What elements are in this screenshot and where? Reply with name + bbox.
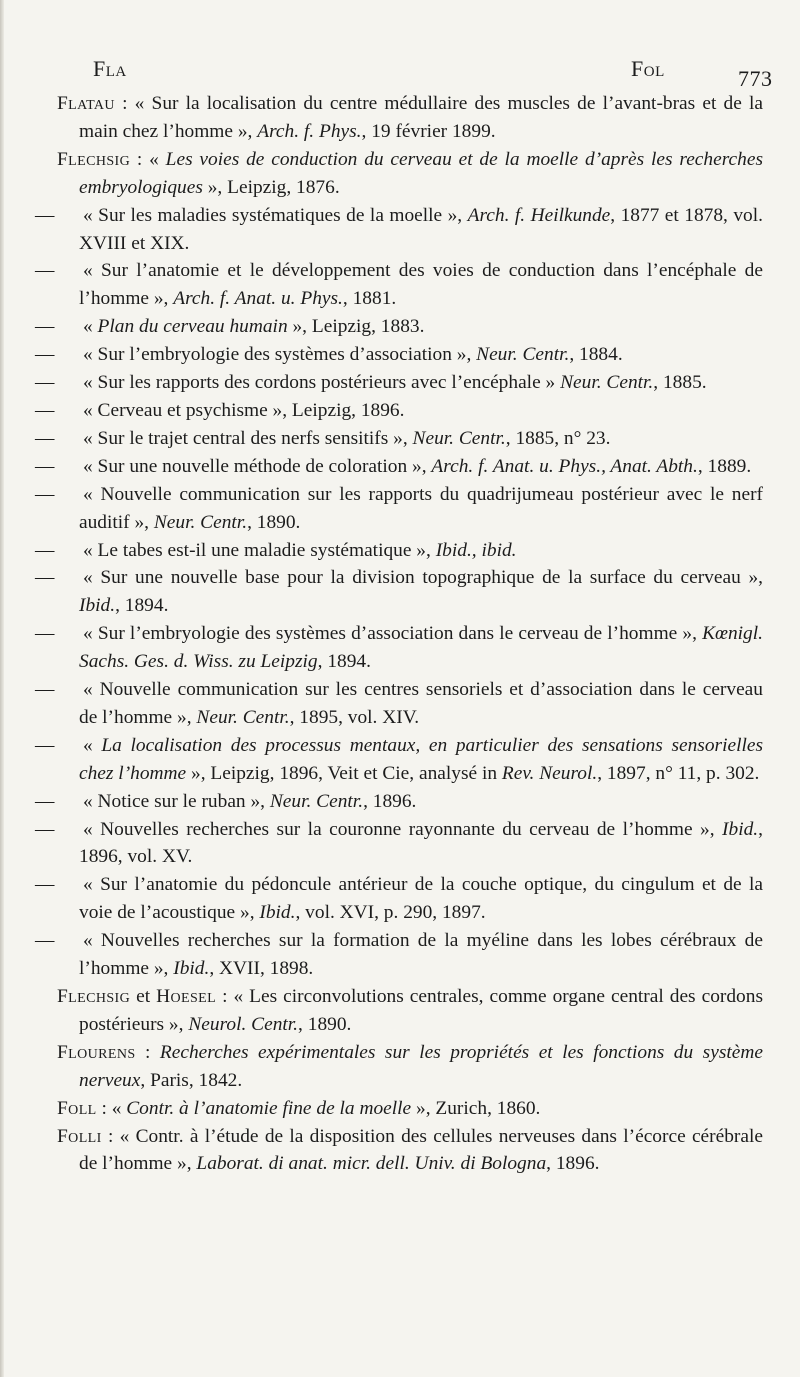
citation-details: , 1877 et 1878, vol. XVIII et XIX.: [79, 204, 763, 254]
bibliography-entry: [57, 1039, 763, 1095]
citation-details: , 19 février 1899.: [361, 120, 496, 142]
bibliography: [35, 90, 763, 1178]
bibliography-subentry: [35, 732, 763, 788]
em-dash: —: [35, 874, 55, 896]
bibliography-entry: [57, 1095, 763, 1123]
citation-text: « Sur les maladies systématiques de la moelle »,: [83, 204, 468, 226]
journal-source: Rev. Neurol.: [501, 762, 598, 784]
em-dash: —: [35, 539, 55, 561]
citation-text: « Sur la localisation du centre médullaire des muscles de l’avant-bras et de la main chez l’homme »,: [79, 93, 763, 142]
em-dash: —: [35, 483, 55, 505]
citation-details: », Zurich, 1860.: [411, 1097, 541, 1119]
citation-text: « Sur l’anatomie du pédoncule antérieur de la couche optique, du cingulum et de la voie de l’acoustique »,: [79, 874, 763, 924]
citation-text: « Le tabes est-il une maladie systématique »,: [83, 539, 436, 561]
journal-source: Arch. f. Phys.: [257, 120, 362, 142]
bibliography-entry: [57, 1123, 763, 1179]
citation-text: « Notice sur le ruban »,: [83, 790, 270, 812]
citation-details: , 1889.: [697, 455, 752, 477]
bibliography-subentry: [35, 313, 763, 341]
citation-details: », Leipzig, 1896, Veit et Cie, analysé in: [186, 762, 502, 784]
citation-text: « Sur les rapports des cordons postérieurs avec l’encéphale »: [83, 372, 561, 394]
bibliography-entry: [57, 90, 763, 146]
citation-text: « Nouvelles recherches sur la formation de la myéline dans les lobes cérébraux de l’homme »,: [79, 930, 763, 980]
journal-source: Arch. f. Heilkunde: [467, 204, 611, 226]
bibliography-entry: [57, 146, 763, 202]
citation-text: « Contr. à l’étude de la disposition des cellules nerveuses dans l’écorce cérébrale de l’homme »,: [79, 1125, 763, 1175]
running-head-center: Fol: [631, 56, 665, 81]
em-dash: —: [35, 734, 55, 756]
journal-source: Arch. f. Anat. u. Phys., Anat. Abth.: [431, 455, 698, 477]
bibliography-subentry: [35, 676, 763, 732]
bibliography-subentry: [35, 620, 763, 676]
em-dash: —: [35, 372, 55, 394]
author-joiner: et: [130, 986, 157, 1007]
author-name: Hoesel: [156, 986, 217, 1007]
em-dash: —: [35, 204, 55, 226]
bibliography-subentry: [35, 202, 763, 258]
citation-text: « Sur le trajet central des nerfs sensitifs »,: [83, 427, 413, 449]
em-dash: —: [35, 679, 55, 701]
separator: :: [114, 93, 135, 114]
citation-details: , 1896.: [546, 1153, 600, 1175]
bibliography-subentry: [35, 481, 763, 537]
bibliography-subentry: [35, 871, 763, 927]
bibliography-subentry: [35, 369, 763, 397]
citation-text: «: [111, 1097, 127, 1119]
citation-details: , 1884.: [569, 344, 623, 366]
author-name: Flatau: [57, 93, 115, 114]
separator: :: [101, 1125, 120, 1147]
bibliography-subentry: [35, 425, 763, 453]
page-number: 773: [738, 66, 773, 91]
journal-source: Neurol. Centr.: [188, 1013, 299, 1035]
quote-open: «: [149, 148, 166, 170]
journal-source: Kœnigl. Sachs. Ges. d. Wiss. zu Leipzig: [79, 623, 763, 673]
work-title: La localisation des processus mentaux, en particulier des sensations sensorielles chez l’homme: [79, 734, 763, 784]
journal-source: Arch. f. Anat. u. Phys.: [173, 288, 343, 310]
em-dash: —: [35, 427, 55, 449]
citation-text: « Sur l’anatomie et le développement des voies de conduction dans l’encéphale de l’homme »,: [79, 260, 763, 310]
citation-details: , vol. XVI, p. 290, 1897.: [295, 902, 486, 924]
citation-text: « Nouvelle communication sur les centres sensoriels et d’association dans le cerveau de l’homme »,: [79, 679, 763, 728]
work-title: Recherches expérimentales sur les propriétés et les fonctions du système nerveux: [79, 1041, 763, 1091]
citation-text: « Cerveau et psychisme », Leipzig, 1896.: [83, 399, 405, 421]
em-dash: —: [35, 316, 55, 338]
bibliography-subentry: [35, 257, 763, 313]
citation-text: « Sur l’embryologie des systèmes d’association »,: [83, 344, 477, 366]
journal-source: Neur. Centr.: [196, 706, 290, 728]
journal-source: Neur. Centr.: [412, 427, 506, 449]
citation-details: », Leipzig, 1883.: [287, 316, 425, 338]
citation-text: « Sur l’embryologie des systèmes d’association dans le cerveau de l’homme »,: [83, 623, 703, 645]
author-name: Flechsig: [57, 986, 131, 1007]
citation-details: , 1896.: [363, 790, 417, 812]
author-name: Folli: [57, 1125, 102, 1147]
citation-details: , 1894.: [317, 651, 371, 673]
author-name: Flourens: [57, 1041, 136, 1063]
em-dash: —: [35, 623, 55, 645]
work-title: Les voies de conduction du cerveau et de la moelle d’après les recherches embryologiques: [79, 148, 763, 198]
bibliography-subentry: [35, 341, 763, 369]
em-dash: —: [35, 790, 55, 812]
citation-details: , 1895, vol. XIV.: [289, 706, 420, 728]
journal-source: Neur. Centr.: [560, 372, 654, 394]
citation-details: , 1881.: [342, 288, 397, 310]
bibliography-subentry: [35, 788, 763, 816]
citation-details: , XVII, 1898.: [209, 958, 314, 980]
citation-details: , 1890.: [298, 1013, 352, 1035]
bibliography-entry: [57, 983, 763, 1039]
em-dash: —: [35, 455, 55, 477]
journal-source: Laborat. di anat. micr. dell. Univ. di Bologna: [196, 1153, 547, 1175]
journal-source: Ibid.: [259, 902, 296, 924]
citation-text: « Nouvelle communication sur les rapports du quadrijumeau postérieur avec le nerf auditif »,: [79, 483, 763, 533]
citation-details: , 1896, vol. XV.: [79, 818, 763, 868]
bibliography-subentry: [35, 816, 763, 872]
work-title: Plan du cerveau humain: [97, 316, 288, 338]
author-name: Flechsig: [57, 148, 131, 170]
separator: :: [96, 1097, 112, 1119]
separator: :: [130, 148, 150, 170]
citation-text: «: [83, 734, 102, 756]
journal-source: Ibid., ibid.: [435, 539, 517, 561]
journal-source: Neur. Centr.: [269, 790, 364, 812]
citation-details: , 1890.: [247, 511, 301, 533]
journal-source: Ibid.: [79, 595, 116, 617]
journal-source: Neur. Centr.: [153, 511, 248, 533]
journal-source: Ibid.: [722, 818, 759, 840]
em-dash: —: [35, 344, 55, 366]
separator: :: [135, 1041, 160, 1063]
journal-source: Ibid.: [173, 958, 210, 980]
em-dash: —: [35, 930, 55, 952]
work-title: Contr. à l’anatomie fine de la moelle: [126, 1097, 412, 1119]
page-edge: [0, 0, 4, 1377]
citation-text: « Les circonvolutions centrales, comme organe central des cordons postérieurs »,: [79, 986, 763, 1035]
em-dash: —: [35, 818, 55, 840]
citation-details: », Leipzig, 1876.: [202, 176, 340, 198]
em-dash: —: [35, 260, 55, 282]
citation-details: , 1885, n° 23.: [505, 427, 611, 449]
citation-text: «: [83, 316, 98, 338]
citation-text: « Sur une nouvelle base pour la division topographique de la surface du cerveau »,: [83, 567, 763, 589]
citation-details: , Paris, 1842.: [140, 1069, 243, 1091]
bibliography-subentry: [35, 564, 763, 620]
separator: :: [216, 986, 234, 1007]
running-head-left: Fla: [93, 56, 127, 81]
bibliography-subentry: [35, 537, 763, 565]
bibliography-subentry: [35, 453, 763, 481]
em-dash: —: [35, 567, 55, 589]
journal-source: Neur. Centr.: [476, 344, 570, 366]
citation-text: « Sur une nouvelle méthode de coloration »,: [83, 455, 432, 477]
bibliography-subentry: [35, 397, 763, 425]
author-name: Foll: [57, 1097, 97, 1119]
citation-details: , 1897, n° 11, p. 302.: [597, 762, 760, 784]
citation-details: , 1894.: [115, 595, 169, 617]
bibliography-subentry: [35, 927, 763, 983]
em-dash: —: [35, 399, 55, 421]
citation-text: « Nouvelles recherches sur la couronne rayonnante du cerveau de l’homme »,: [83, 818, 723, 840]
citation-details: , 1885.: [653, 372, 707, 394]
